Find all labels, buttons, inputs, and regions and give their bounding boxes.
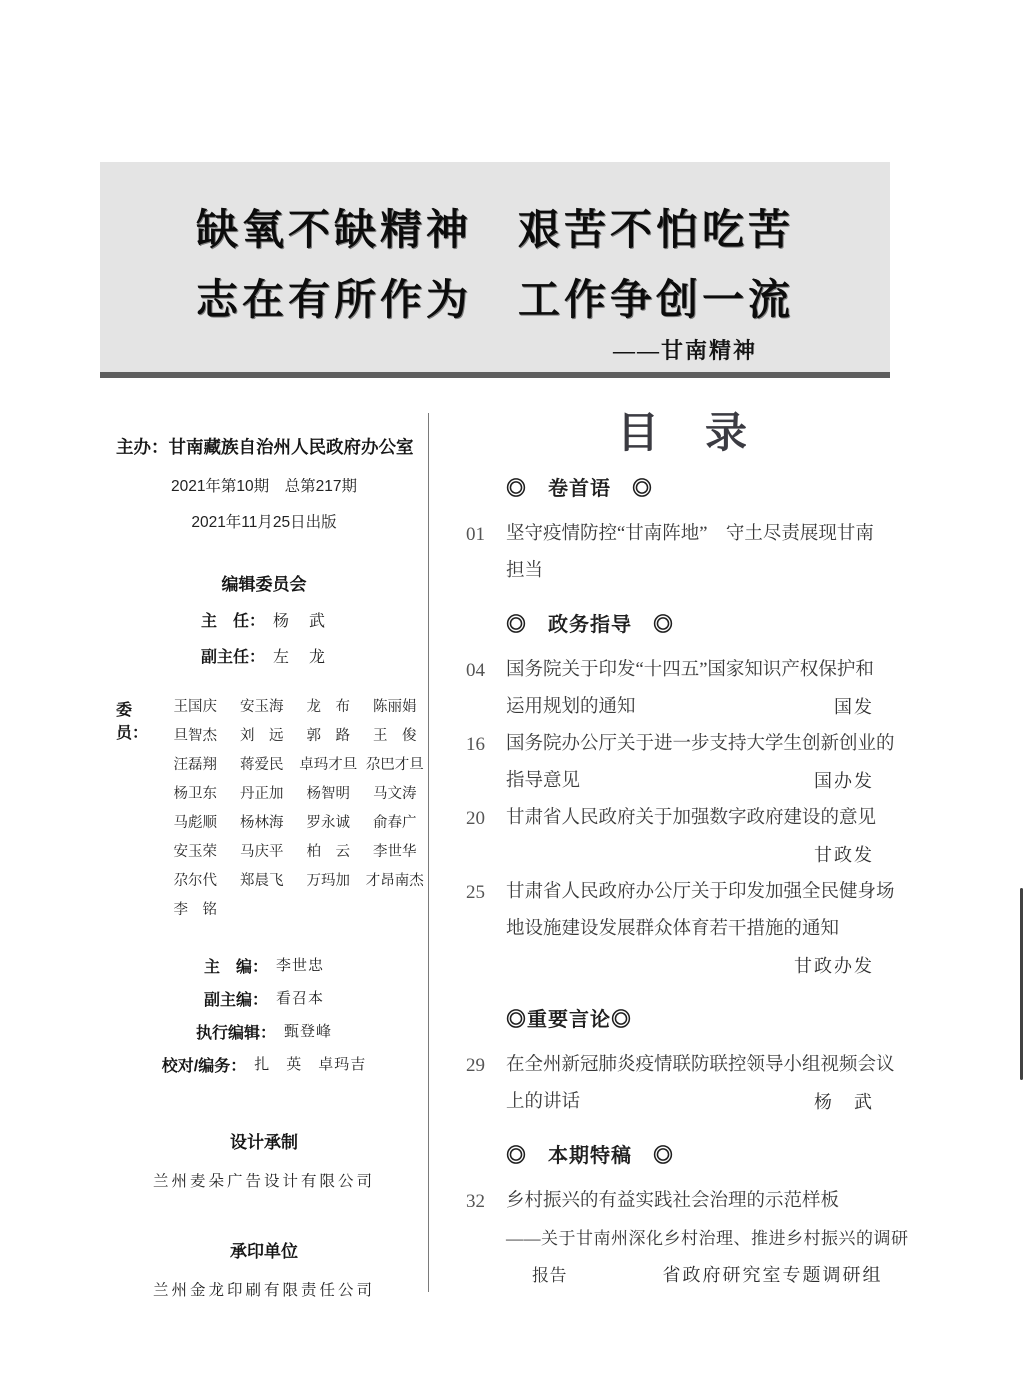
- organizer-value: 甘南藏族自治州人民政府办公室: [168, 437, 414, 457]
- member-name: 马彪顺: [173, 815, 217, 831]
- entry-title-line: 国务院办公厅关于进一步支持大学生创新创业的: [506, 734, 895, 754]
- entry-text: [506, 800, 900, 874]
- entry-title-line: 指导意见: [506, 771, 581, 791]
- entry-source: 国办发: [814, 771, 874, 791]
- toc-title: 目 录: [616, 411, 749, 457]
- member-name: 蒋爱民: [240, 757, 284, 773]
- entry-title-line: 甘肃省人民政府关于加强数字政府建设的意见: [506, 808, 877, 828]
- banner-calligraphy-line-2: 志在有所作为 工作争创一流: [195, 278, 794, 324]
- entry-text: [506, 1047, 900, 1121]
- executive-editor-row: [100, 1020, 428, 1043]
- column-divider: [428, 413, 429, 1292]
- entry-title-line: 坚守疫情防控“甘南阵地” 守土尽责展现甘南: [506, 524, 874, 544]
- publish-date: 2021年11月25日出版: [191, 514, 337, 531]
- banner-attribution: ——甘南精神: [612, 338, 757, 363]
- page-number: 25: [466, 882, 485, 903]
- entry-subtitle-tail: 报告: [532, 1266, 567, 1285]
- toc-entry-20: [466, 800, 900, 874]
- director-label: 主 任：: [200, 613, 265, 630]
- member-name: 杨智明: [306, 786, 350, 802]
- member-name: 丹正加: [240, 786, 284, 802]
- page-number: 04: [466, 660, 485, 681]
- page-number: 32: [466, 1191, 485, 1212]
- page-number: 16: [466, 734, 485, 755]
- page-edge-mark: [1020, 888, 1023, 1080]
- entry-title-line: 担当: [506, 561, 544, 581]
- printer-title: 承印单位: [230, 1242, 298, 1261]
- member-name: 尕巴才旦: [365, 757, 424, 773]
- entry-title-line: 运用规划的通知: [506, 697, 636, 717]
- member-name: 郑晨飞: [240, 873, 284, 889]
- design-producer-title: 设计承制: [230, 1133, 298, 1152]
- proofreader-label: 校对/编务：: [161, 1058, 247, 1075]
- entry-subtitle-line: ——关于甘南州深化乡村治理、推进乡村振兴的调研: [506, 1229, 909, 1248]
- entry-text: [506, 874, 900, 985]
- entry-title-line: 在全州新冠肺炎疫情联防联控领导小组视频会议: [506, 1055, 895, 1075]
- editors-block: [100, 954, 428, 1076]
- member-name: 王国庆: [173, 699, 217, 715]
- deputy-editor-row: [100, 987, 428, 1010]
- entry-author: 杨 武: [814, 1092, 874, 1112]
- member-name: 杨林海: [240, 815, 284, 831]
- chief-editor-row: [100, 954, 428, 977]
- member-name: 郭 路: [306, 728, 350, 744]
- deputy-editor-name: 看召本: [276, 991, 325, 1007]
- toc-entry-29: [466, 1047, 900, 1121]
- toc-entry-25: [466, 874, 900, 985]
- member-name: 刘 远: [240, 728, 284, 744]
- toc-entry-32: [466, 1183, 909, 1294]
- executive-editor-name: 甄登峰: [284, 1024, 333, 1040]
- member-name: 李 铭: [173, 902, 217, 918]
- toc-entry-01: [466, 516, 900, 590]
- board-deputy-director-row: [100, 644, 428, 667]
- page-number: 01: [466, 524, 485, 545]
- page-number: 20: [466, 808, 485, 829]
- toc-entry-16: [466, 726, 900, 800]
- entry-source: 国发: [834, 697, 874, 717]
- member-name: 王 俊: [373, 728, 417, 744]
- deputy-director-name: 左 龙: [273, 649, 328, 666]
- members-grid: [162, 697, 428, 920]
- entry-title-line: 地设施建设发展群众体育若干措施的通知: [506, 919, 840, 939]
- board-director-row: [100, 608, 428, 631]
- table-of-contents: [466, 408, 909, 1294]
- issue-number: 2021年第10期 总第217期: [170, 478, 358, 495]
- member-name: 李世华: [373, 844, 417, 860]
- chief-editor-label: 主 编：: [203, 959, 268, 976]
- gannan-spirit-banner: [100, 162, 890, 378]
- page-number: 29: [466, 1055, 485, 1076]
- entry-title-line: 乡村振兴的有益实践社会治理的示范样板: [506, 1191, 840, 1211]
- member-name: 龙 布: [306, 699, 350, 715]
- board-members-block: [100, 697, 428, 920]
- member-name: 俞春广: [373, 815, 417, 831]
- entry-source: 甘政发: [814, 845, 874, 865]
- executive-editor-label: 执行编辑：: [195, 1025, 276, 1042]
- section-heading-guidance: ◎ 政务指导 ◎: [506, 614, 674, 636]
- section-heading-remarks: ◎重要言论◎: [506, 1009, 632, 1031]
- entry-text: [506, 1183, 909, 1294]
- deputy-director-label: 副主任：: [200, 649, 265, 666]
- member-name: 陈丽娟: [373, 699, 417, 715]
- editorial-board-title: 编辑委员会: [221, 575, 307, 594]
- entry-source: 甘政办发: [794, 956, 874, 976]
- entry-author: 省政府研究室专题调研组: [662, 1265, 883, 1285]
- organizer-row: [100, 434, 428, 459]
- design-company: 兰州麦朵广告设计有限公司: [152, 1173, 375, 1190]
- member-name: 尕尔代: [173, 873, 217, 889]
- entry-title-line: 甘肃省人民政府办公厅关于印发加强全民健身场: [506, 882, 895, 902]
- toc-entry-04: [466, 652, 900, 726]
- section-heading-feature: ◎ 本期特稿 ◎: [506, 1145, 674, 1167]
- deputy-editor-label: 副主编：: [203, 992, 268, 1009]
- organizer-label: 主办：: [116, 437, 169, 457]
- proofreader-names: 扎 英 卓玛吉: [254, 1057, 367, 1073]
- banner-calligraphy-line-1: 缺氧不缺精神 艰苦不怕吃苦: [195, 208, 794, 254]
- member-name: 安玉荣: [173, 844, 217, 860]
- member-name: 柏 云: [306, 844, 350, 860]
- member-name: 罗永诚: [306, 815, 350, 831]
- member-name: 旦智杰: [173, 728, 217, 744]
- proofreader-row: [100, 1053, 428, 1076]
- entry-title-line: 国务院关于印发“十四五”国家知识产权保护和: [506, 660, 874, 680]
- entry-text: [506, 726, 900, 800]
- member-name: 安玉海: [240, 699, 284, 715]
- member-name: 才昂南杰: [365, 873, 424, 889]
- section-heading-preface: ◎ 卷首语 ◎: [506, 478, 653, 500]
- chief-editor-name: 李世忠: [276, 958, 325, 974]
- entry-text: [506, 652, 900, 726]
- entry-text: [506, 516, 900, 590]
- printer-company: 兰州金龙印刷有限责任公司: [152, 1282, 375, 1299]
- member-name: 马庆平: [240, 844, 284, 860]
- members-label: 委员：: [116, 702, 149, 742]
- member-name: 汪磊翔: [173, 757, 217, 773]
- entry-title-line: 上的讲话: [506, 1092, 581, 1112]
- director-name: 杨 武: [273, 613, 328, 630]
- member-name: 杨卫东: [173, 786, 217, 802]
- publication-info-column: [100, 434, 428, 1300]
- member-name: 马文涛: [373, 786, 417, 802]
- member-name: 卓玛才旦: [299, 757, 358, 773]
- member-name: 万玛加: [306, 873, 350, 889]
